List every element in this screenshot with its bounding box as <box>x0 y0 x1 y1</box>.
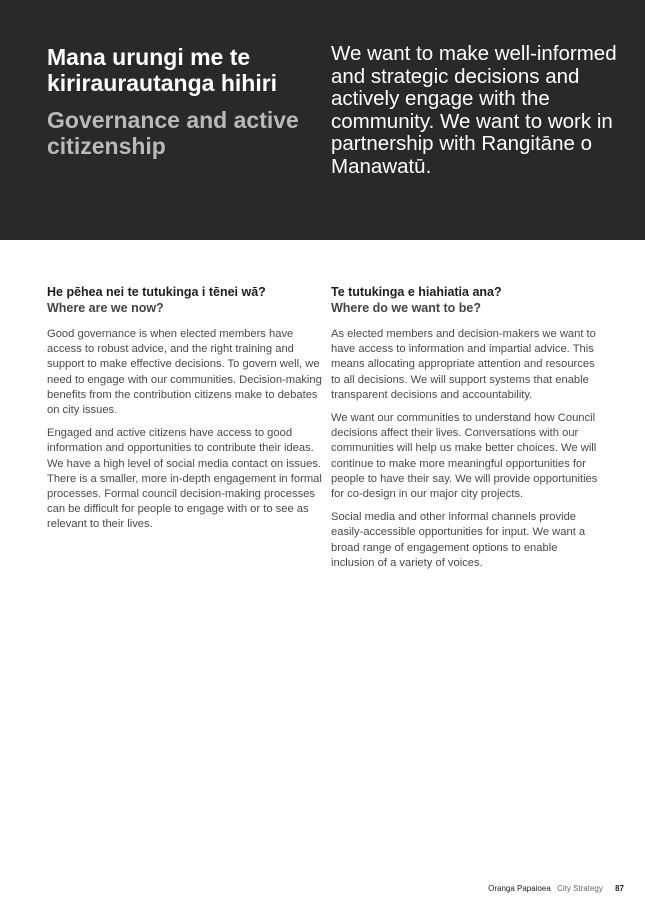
right-paragraph: Social media and other informal channels provide easily-accessible opportunities for input. We want a broad range of engagement options to enable inclusion of a variety of voices. <box>331 511 586 569</box>
footer-publication: Oranga Papaioea <box>488 884 551 893</box>
left-paragraph: Engaged and active citizens have access to good information and opportunities to contribute their ideas. We have a high level of social media contact on issues. There is a smaller, more in-depth engagement in formal processes. Formal council decision-making processes can be difficult for people to engage with or to see as relevant to their lives. <box>47 427 322 531</box>
footer-section: City Strategy <box>557 884 603 893</box>
page-number: 87 <box>615 884 624 893</box>
left-heading-maori: He pēhea nei te tutukinga i tēnei wā? <box>47 285 266 299</box>
intro-statement: We want to make well-informed and strategic decisions and actively engage with the community. We want to work in partnership with Rangitāne o Manawatū. <box>331 42 617 178</box>
right-column <box>331 284 601 579</box>
page-title-english: Governance and active citizenship <box>47 107 299 159</box>
page-title-maori: Mana urungi me te kiriraurautanga hihiri <box>47 44 278 96</box>
page-footer <box>488 884 624 893</box>
left-paragraph: Good governance is when elected members have access to robust advice, and the right training and support to make effective decisions. To govern well, we need to engage with our communities. Decision-making benefits from the contribution citizens make to debates on city issues. <box>47 328 322 417</box>
left-heading-english: Where are we now? <box>47 301 164 315</box>
right-heading-maori: Te tutukinga e hiahiatia ana? <box>331 285 502 299</box>
left-column <box>47 284 322 541</box>
right-paragraph: As elected members and decision-makers we want to have access to information and impartial advice. This means allocating appropriate attention and resources to all decisions. We will support systems that enable transparent decisions and accountability. <box>331 328 596 401</box>
header-banner <box>0 0 645 240</box>
right-heading-english: Where do we want to be? <box>331 301 482 315</box>
right-paragraph: We want our communities to understand how Council decisions affect their lives. Conversations with our communities will help us make better choices. We will continue to make more meaningful opportunities for people to have their say. We will provide opportunities for co-design in our major city projects. <box>331 412 598 501</box>
